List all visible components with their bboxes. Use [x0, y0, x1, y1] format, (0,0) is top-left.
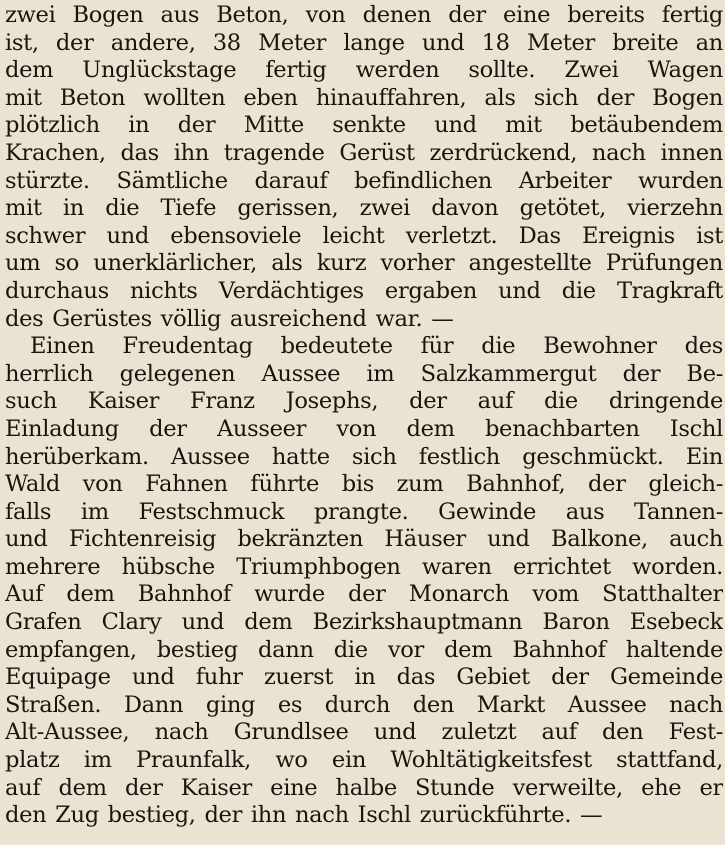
- text-line: stürzte. Sämtliche darauf befindlichen Arbeiter wurden: [5, 167, 723, 194]
- text-line: falls im Festschmuck prangte. Gewinde aus Tannen-: [5, 498, 723, 525]
- text-line: mit Beton wollten eben hinauffahren, als sich der Bogen: [5, 84, 723, 111]
- text-line: und Fichtenreisig bekränzten Häuser und Balkone, auch: [5, 526, 723, 553]
- text-line: Krachen, das ihn tragende Gerüst zerdrückend, nach innen: [5, 139, 723, 166]
- text-line: zwei Bogen aus Beton, von denen der eine bereits fertig: [5, 2, 723, 28]
- text-line: Einen Freudentag bedeutete für die Bewohner des: [30, 333, 723, 360]
- text-line: des Gerüstes völlig ausreichend war. —: [5, 305, 454, 332]
- paragraph-emperor-visit: [5, 333, 723, 830]
- text-line: dem Unglückstage fertig werden sollte. Zwei Wagen: [5, 57, 723, 84]
- text-line: um so unerklärlicher, als kurz vorher angestellte Prüfungen: [5, 250, 723, 277]
- text-line: durchaus nichts Verdächtiges ergaben und die Tragkraft: [5, 277, 723, 304]
- text-line: empfangen, bestieg dann die vor dem Bahnhof haltende: [5, 636, 723, 663]
- text-line: herrlich gelegenen Aussee im Salzkammergut der Be-: [5, 360, 723, 387]
- text-line: Auf dem Bahnhof wurde der Monarch vom Statthalter: [5, 581, 723, 608]
- text-line: schwer und ebensoviele leicht verletzt. Das Ereignis ist: [5, 222, 723, 249]
- text-line: Einladung der Ausseer von dem benachbarten Ischl: [5, 415, 723, 442]
- text-line: Straßen. Dann ging es durch den Markt Aussee nach: [5, 691, 723, 718]
- text-line: platz im Praunfalk, wo ein Wohltätigkeitsfest stattfand,: [5, 747, 723, 774]
- text-line: Wald von Fahnen führte bis zum Bahnhof, der gleich-: [5, 471, 723, 498]
- text-line: Equipage und fuhr zuerst in das Gebiet der Gemeinde: [5, 664, 723, 691]
- text-line: Grafen Clary und dem Bezirkshauptmann Baron Esebeck: [5, 609, 723, 636]
- paragraph-bridge-collapse: [5, 2, 723, 333]
- text-line: Alt-Aussee, nach Grundlsee und zuletzt auf den Fest-: [5, 719, 723, 746]
- text-line: den Zug bestieg, der ihn nach Ischl zurückführte. —: [5, 802, 603, 829]
- text-line: ist, der andere, 38 Meter lange und 18 Meter breite an: [5, 29, 723, 56]
- text-line: mit in die Tiefe gerissen, zwei davon getötet, vierzehn: [5, 195, 723, 222]
- text-line: plötzlich in der Mitte senkte und mit betäubendem: [5, 112, 723, 139]
- text-line: mehrere hübsche Triumphbogen waren errichtet worden.: [5, 553, 723, 580]
- text-line: such Kaiser Franz Josephs, der auf die dringende: [5, 388, 723, 415]
- text-line: auf dem der Kaiser eine halbe Stunde verweilte, ehe er: [5, 774, 723, 801]
- text-line: herüberkam. Aussee hatte sich festlich geschmückt. Ein: [5, 443, 723, 470]
